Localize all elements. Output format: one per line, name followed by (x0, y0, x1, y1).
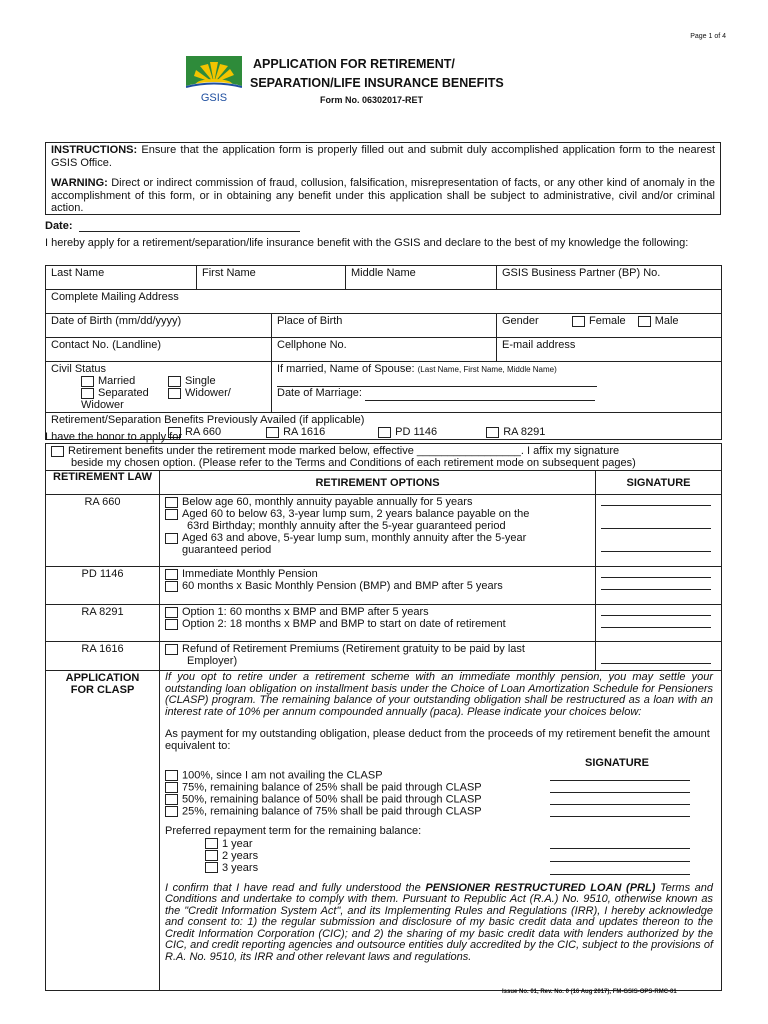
form-title-line2: SEPARATION/LIFE INSURANCE BENEFITS (250, 76, 504, 90)
term-sig3[interactable] (550, 862, 690, 875)
marriage-date-line[interactable] (365, 387, 595, 401)
ra660-signatures (596, 495, 722, 567)
clasp-25-checkbox[interactable] (165, 806, 178, 817)
bp-number-field[interactable]: GSIS Business Partner (BP) No. (497, 266, 722, 290)
ra660-opt2-checkbox[interactable] (165, 509, 178, 520)
cellphone-field[interactable]: Cellphone No. (272, 338, 497, 362)
pd1146-opt2-checkbox[interactable] (165, 581, 178, 592)
male-checkbox[interactable] (638, 316, 651, 327)
ra8291-sig1[interactable] (601, 606, 711, 616)
landline-field[interactable]: Contact No. (Landline) (46, 338, 272, 362)
clasp-label: APPLICATION FOR CLASP (46, 671, 160, 991)
prev-ra8291-checkbox[interactable] (486, 427, 499, 438)
clasp-signature-header: SIGNATURE (585, 757, 649, 769)
ra1616-options: Refund of Retirement Premiums (Retirement gratuity to be paid by last Employer) (160, 642, 596, 671)
law-ra8291: RA 8291 (46, 605, 160, 642)
gsis-logo (186, 56, 242, 104)
retirement-table (45, 443, 722, 991)
retirement-mode-checkbox[interactable] (51, 446, 64, 457)
pd1146-sig1[interactable] (601, 568, 711, 578)
term-3years-checkbox[interactable] (205, 862, 218, 873)
date-input-line[interactable] (79, 231, 300, 232)
instructions-text: Ensure that the application form is properly filled out and submit duly accomplished application form to the nearest GSIS Office. (51, 144, 716, 169)
law-ra1616: RA 1616 (46, 642, 160, 671)
col-retirement-law: RETIREMENT LAW (46, 471, 160, 495)
spouse-name-line[interactable] (277, 376, 597, 387)
middle-name-field[interactable]: Middle Name (346, 266, 497, 290)
date-label: Date: (45, 220, 73, 232)
warning-label: WARNING: (51, 177, 108, 189)
email-field[interactable]: E-mail address (497, 338, 722, 362)
prl-confirmation: I confirm that I have read and fully understood the PENSIONER RESTRUCTURED LOAN (PRL) Terms and Conditions and undertake to comply with them. Pursuant to Republic Act (R.A.) No. 9510, otherwise known as the "Credit Information System Act", and its Implementing Rules and Regulations (IRR), I hereby acknowledge and consent to: 1) the regular submission and disclosure of my basic credit data and updates thereon to the Credit Information Corporation (CIC); and 2) the sharing of my basic credit data with lenders authorized by the CIC, and credit reporting agencies and outsource entities duly accredited by the CIC, subject to the provisions of R.A. No. 9510, its IRR and other relevant laws and regulations. (165, 881, 714, 963)
retirement-mode-row: Retirement benefits under the retirement mode marked below, effective _________________. I affix my signature beside my chosen option. (Please refer to the Terms and Conditions of each retirement mode on subsequent pages) (46, 444, 722, 471)
warning-text: Direct or indirect commission of fraud, collusion, falsification, misrepresentation of facts, or any other kind of anomaly in the accomplishment of this form, or in obtaining any benefit under this application shall be subject to administrative, civil and/or criminal action. (51, 177, 716, 214)
pd1146-sig2[interactable] (601, 578, 711, 590)
pd1146-options: Immediate Monthly Pension 60 months x Basic Monthly Pension (BMP) and BMP after 5 years (160, 567, 596, 605)
ra1616-sig1[interactable] (601, 643, 711, 664)
female-checkbox[interactable] (572, 316, 585, 327)
term-2years-checkbox[interactable] (205, 850, 218, 861)
clasp-75-checkbox[interactable] (165, 782, 178, 793)
form-number: Form No. 06302017-RET (320, 95, 424, 105)
ra660-sig3[interactable] (601, 529, 711, 552)
single-checkbox[interactable] (168, 376, 181, 387)
col-signature: SIGNATURE (596, 471, 722, 495)
ra8291-opt2-checkbox[interactable] (165, 619, 178, 630)
prev-ra1616-checkbox[interactable] (266, 427, 279, 438)
law-pd1146: PD 1146 (46, 567, 160, 605)
place-of-birth-field[interactable]: Place of Birth (272, 314, 497, 338)
clasp-section: If you opt to retire under a retirement scheme with an immediate monthly pension, you may settle your outstanding loan obligation on installment basis under the Choice of Loan Amortization Schedule for Pensioners (CLASP) program. The remaining balance of your outstanding obligation shall be restructured as a loan with an interest rate of 10% per annum compounded annually (paca). Please indicate your choices below: As payment for my outstanding obligation, please deduct from the proceeds of my retirement benefit the amount equivalent to: SIGNATURE 100%, since I am not availing the CLASP 75%, remaining balance of 25% shall be paid through CLASP 50%, remaining balance of 50% shall be paid through CLASP 25%, remaining balance of 75% shall be paid through CLASP Preferred repayment term for the remaining balance: 1 year 2 years 3 years I confirm that I have read and fully understood the PENSIONER RESTRUCTURED LOAN (PRL) Terms and Conditions and undertake to comply with them. Pursuant to Republic Act (R.A.) No. 9510, otherwise known as the "Credit Information System Act", and its Implementing Rules and Regulations (IRR), I hereby acknowledge and consent to: 1) the regular submission and disclosure of my basic credit data and updates thereon to the Credit Information Corporation (CIC); and 2) the sharing of my basic credit data with lenders authorized by the CIC, and credit reporting agencies and outsource entities duly accredited by the CIC, subject to the provisions of R.A. No. 9510, its IRR and other relevant laws and regulations. (160, 671, 722, 991)
ra660-opt3-checkbox[interactable] (165, 533, 178, 544)
page-number: Page 1 of 4 (690, 33, 726, 40)
pd1146-signatures (596, 567, 722, 605)
separated-checkbox[interactable] (81, 388, 94, 399)
ra8291-signatures (596, 605, 722, 642)
ra660-opt1-checkbox[interactable] (165, 497, 178, 508)
term-sig2[interactable] (550, 849, 690, 862)
ra660-options: Below age 60, monthly annuity payable annually for 5 years Aged 60 to below 63, 3-year lump sum, 2 years balance payable on the 63rd Birthday; monthly annuity after the 5-year guaranteed period Aged 63 and above, 5-year lump sum, monthly annuity after the 5-year guaranteed period (160, 495, 596, 567)
pd1146-opt1-checkbox[interactable] (165, 569, 178, 580)
honor-statement: I have the honor to apply for (45, 431, 182, 443)
mailing-address-field[interactable]: Complete Mailing Address (46, 290, 722, 314)
married-checkbox[interactable] (81, 376, 94, 387)
clasp-sig4[interactable] (550, 805, 690, 817)
clasp-sig3[interactable] (550, 793, 690, 805)
ra1616-opt1-checkbox[interactable] (165, 644, 178, 655)
instructions-label: INSTRUCTIONS: (51, 144, 138, 156)
spouse-field: If married, Name of Spouse: (Last Name, First Name, Middle Name) Date of Marriage: (272, 362, 722, 413)
civil-status-field: Civil Status Married Single Separated Widower/ Widower (46, 362, 272, 413)
logo-text: GSIS (200, 92, 228, 104)
ra660-sig1[interactable] (601, 496, 711, 506)
clasp-sig1[interactable] (550, 770, 690, 781)
form-footer: Issue No. 01, Rev. No. 0 (16 Aug 2017), FM-GSIS-OPS-RMC-01 (502, 989, 677, 995)
date-of-birth-field[interactable]: Date of Birth (mm/dd/yyyy) (46, 314, 272, 338)
clasp-100-checkbox[interactable] (165, 770, 178, 781)
previous-benefits-field: Retirement/Separation Benefits Previously Availed (if applicable) RA 660 RA 1616 PD 1146 RA 8291 (46, 413, 722, 440)
ra660-sig2[interactable] (601, 506, 711, 529)
prev-pd1146-checkbox[interactable] (378, 427, 391, 438)
personal-info-table (45, 265, 722, 440)
term-1year-checkbox[interactable] (205, 838, 218, 849)
clasp-50-checkbox[interactable] (165, 794, 178, 805)
ra8291-sig2[interactable] (601, 616, 711, 628)
form-title-line1: APPLICATION FOR RETIREMENT/ (253, 57, 455, 71)
first-name-field[interactable]: First Name (197, 266, 346, 290)
gender-field: Gender Female Male (497, 314, 722, 338)
ra8291-options: Option 1: 60 months x BMP and BMP after 5 years Option 2: 18 months x BMP and BMP to start on date of retirement (160, 605, 596, 642)
widower-checkbox[interactable] (168, 388, 181, 399)
declaration-intro: I hereby apply for a retirement/separation/life insurance benefit with the GSIS and declare to the best of my knowledge the following: (45, 237, 689, 249)
term-sig1[interactable] (550, 838, 690, 849)
law-ra660: RA 660 (46, 495, 160, 567)
ra8291-opt1-checkbox[interactable] (165, 607, 178, 618)
ra1616-signatures (596, 642, 722, 671)
col-retirement-options: RETIREMENT OPTIONS (160, 471, 596, 495)
instructions-box (45, 142, 721, 215)
clasp-sig2[interactable] (550, 781, 690, 793)
last-name-field[interactable]: Last Name (46, 266, 197, 290)
